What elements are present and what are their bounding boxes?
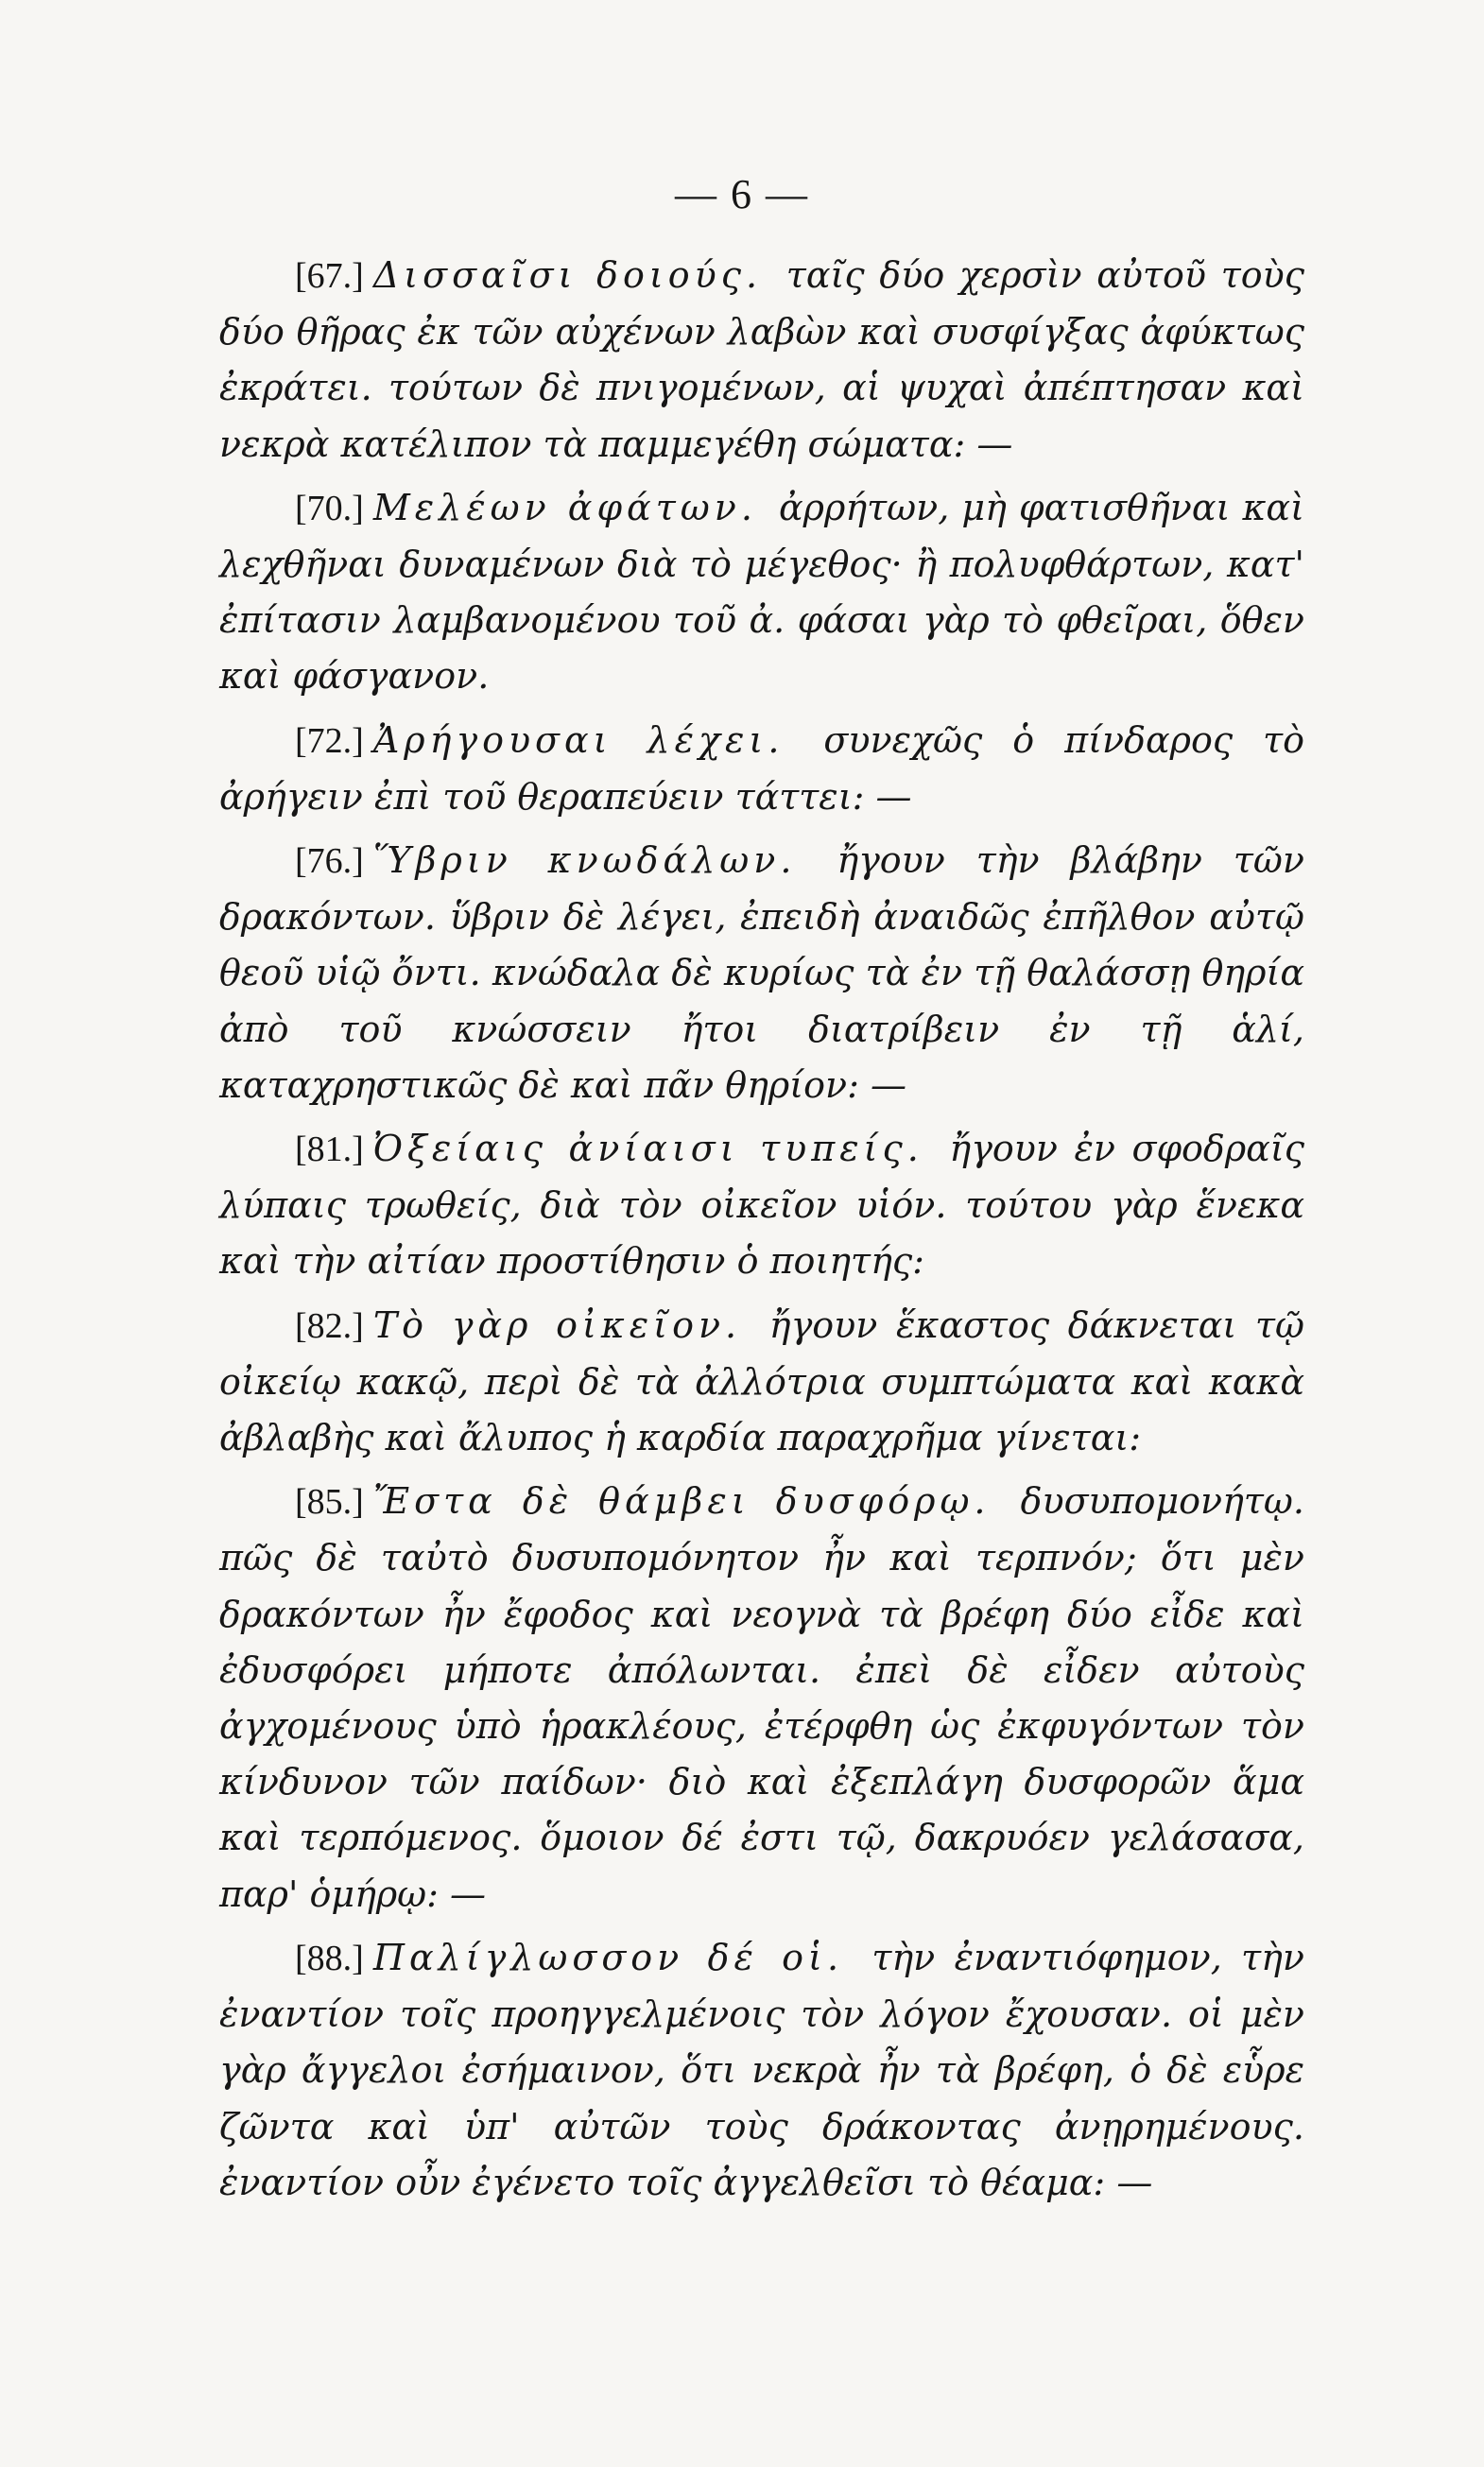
page-number: — 6 — bbox=[675, 171, 809, 217]
entry-lemma: Παλίγλωσσον δέ οἱ. bbox=[372, 1936, 844, 1978]
entry-ref: [82.] bbox=[295, 1305, 364, 1346]
entry-70 bbox=[219, 480, 1304, 705]
entry-88 bbox=[219, 1930, 1304, 2211]
entry-81 bbox=[219, 1121, 1304, 1290]
entry-text: ἀρρήτων, μὴ φατισθῆναι καὶ λεχθῆναι δυναμένων διὰ τὸ μέγεθος· ἢ πολυφθάρτων, κατ' ἐπίτασιν λαμβανομένου τοῦ ἀ. φάσαι γὰρ τὸ φθεῖραι, ὅθεν καὶ φάσγανον. bbox=[219, 486, 1304, 698]
entry-72 bbox=[219, 713, 1304, 825]
entry-lemma: Ὕβριν κνωδάλων. bbox=[372, 839, 797, 882]
entry-lemma: Δισσαῖσι δοιούς. bbox=[372, 254, 763, 296]
entry-ref: [81.] bbox=[295, 1130, 364, 1170]
entry-85 bbox=[219, 1474, 1304, 1923]
entry-ref: [72.] bbox=[295, 720, 364, 761]
entry-lemma: Ὀξείαις ἀνίαισι τυπείς. bbox=[372, 1128, 923, 1170]
entry-lemma: Τὸ γὰρ οἰκεῖον. bbox=[372, 1303, 742, 1346]
entry-lemma: Ἀρήγουσαι λέχει. bbox=[372, 718, 785, 761]
entry-text: ἤγουν τὴν βλάβην τῶν δρακόντων. ὕβριν δὲ λέγει, ἐπειδὴ ἀναιδῶς ἐπῆλθον αὐτῷ θεοῦ υἱῷ ὄντι. κνώδαλα δὲ κυρίως τὰ ἐν τῇ θαλάσσῃ θηρία ἀπὸ τοῦ κνώσσειν ἤτοι διατρίβειν ἐν τῇ ἁλί, καταχρηστικῶς δὲ καὶ πᾶν θηρίον: — bbox=[219, 839, 1304, 1106]
entry-text: τὴν ἐναντιόφημον, τὴν ἐναντίον τοῖς προηγγελμένοις τὸν λόγον ἔχουσαν. οἱ μὲν γὰρ ἄγγελοι ἐσήμαινον, ὅτι νεκρὰ ἦν τὰ βρέφη, ὁ δὲ εὗρε ζῶντα καὶ ὑπ' αὐτῶν τοὺς δράκοντας ἀνῃρημένους. ἐναντίον οὖν ἐγένετο τοῖς ἀγγελθεῖσι τὸ θέαμα: — bbox=[219, 1936, 1304, 2203]
entry-ref: [76.] bbox=[295, 841, 364, 882]
entry-text: δυσυπομονήτῳ. πῶς δὲ ταὐτὸ δυσυπομόνητον ἦν καὶ τερπνόν; ὅτι μὲν δρακόντων ἦν ἔφοδος καὶ νεογνὰ τὰ βρέφη δύο εἶδε καὶ ἐδυσφόρει μήποτε ἀπόλωνται. ἐπεὶ δὲ εἶδεν αὐτοὺς ἀγχομένους ὑπὸ ἡρακλέους, ἐτέρφθη ὡς ἐκφυγόντων τὸν κίνδυνον τῶν παίδων· διὸ καὶ ἐξεπλάγη δυσφορῶν ἅμα καὶ τερπόμενος. ὅμοιον δέ ἐστι τῷ, δακρυόεν γελάσασα, παρ' ὁμήρῳ: — bbox=[219, 1480, 1304, 1915]
entry-76 bbox=[219, 833, 1304, 1113]
entry-lemma: Μελέων ἀφάτων. bbox=[372, 486, 757, 528]
entry-67 bbox=[219, 248, 1304, 473]
commentary-entries bbox=[219, 248, 1304, 2211]
entry-text: ἤγουν ἕκαστος δάκνεται τῷ οἰκείῳ κακῷ, περὶ δὲ τὰ ἀλλότρια συμπτώματα καὶ κακὰ ἀβλαβὴς καὶ ἄλυπος ἡ καρδία παραχρῆμα γίνεται: bbox=[219, 1303, 1304, 1459]
entry-text: συνεχῶς ὁ πίνδαρος τὸ ἀρήγειν ἐπὶ τοῦ θεραπεύειν τάττει: — bbox=[219, 718, 1304, 818]
entry-82 bbox=[219, 1298, 1304, 1467]
entry-text: ἤγουν ἐν σφοδραῖς λύπαις τρωθείς, διὰ τὸν οἰκεῖον υἱόν. τούτου γὰρ ἕνεκα καὶ τὴν αἰτίαν προστίθησιν ὁ ποιητής: bbox=[219, 1128, 1304, 1283]
entry-text: ταῖς δύο χερσὶν αὐτοῦ τοὺς δύο θῆρας ἐκ τῶν αὐχένων λαβὼν καὶ συσφίγξας ἀφύκτως ἐκράτει. τούτων δὲ πνιγομένων, αἱ ψυχαὶ ἀπέπτησαν καὶ νεκρὰ κατέλιπον τὰ παμμεγέθη σώματα: — bbox=[219, 254, 1304, 465]
entry-ref: [85.] bbox=[295, 1482, 364, 1523]
entry-ref: [70.] bbox=[295, 488, 364, 528]
entry-lemma: Ἔστα δὲ θάμβει δυσφόρῳ. bbox=[372, 1480, 991, 1523]
entry-ref: [67.] bbox=[295, 256, 364, 296]
entry-ref: [88.] bbox=[295, 1938, 364, 1978]
